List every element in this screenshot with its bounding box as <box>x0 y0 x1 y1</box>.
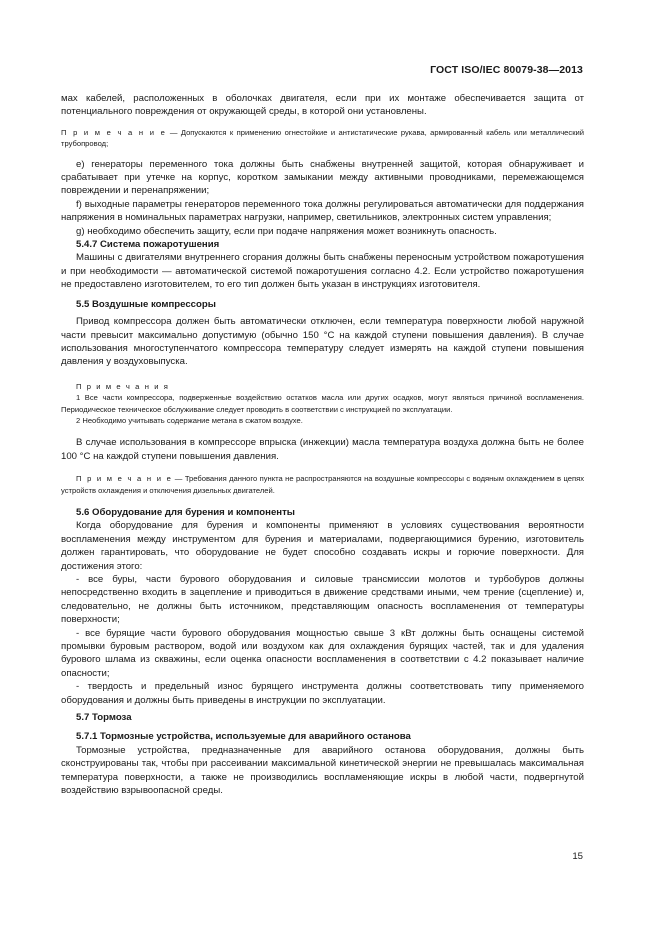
page-body <box>61 92 584 798</box>
bullet-flushing-system: - все бурящие части бурового оборудования мощностью свыше 3 кВт должны быть оснащены системой промывки буровым раствором, водой или воздухом как для охлаждения бурящих частей, так и для удаления бурового шлама из скважины, если оценка опасности воспламенения в соответствии с 4.2 показывает наличие опасности; <box>61 627 584 679</box>
section-heading-5-4-7: 5.4.7 Система пожаротушения <box>76 239 220 251</box>
note-text: — Допускаются к применению огнестойкие и антистатические рукава, армированный кабель или металлический трубопровод; <box>61 127 585 149</box>
bullet-drills-friction: - все буры, части бурового оборудования и силовые трансмиссии молотов и турбобуров должны непосредственно входить в зацепление и приводиться в движение средствами иными, чем трение (сцепление) и, следовательно, не должны быть источником, представляющим опасность воспламенения от температуры поверхности; <box>61 574 584 626</box>
notes-label <box>61 381 584 392</box>
note-water-cooled <box>61 473 584 496</box>
paragraph-drilling-equipment: Когда оборудование для бурения и компоненты применяют в условиях существования вероятности воспламенения между инструментом для бурения и материалами, подвергающимися бурению, изготовитель должен гарантировать, что оборудование не будет способно создавать искры и горючие поверхности. Для достижения этого: <box>61 520 584 572</box>
list-item-e: e) генераторы переменного тока должны быть снабжены внутренней защитой, которая обнаруживает и срабатывает при утечке на корпус, коротком замыкании между активными проводниками, перемежающемся повреждении и перенапряжении; <box>61 158 584 197</box>
paragraph-emergency-brakes: Тормозные устройства, предназначенные для аварийного останова оборудования, должны быть сконструированы так, чтобы при рассеивании максимальной кинетической энергии не превышалась максимальная температура поверхности, а также не производились воспламеняющие искры в любой части, подвергнутой воздействию взрывоопасной среды. <box>61 744 584 797</box>
note-text: — Требования данного пункта не распространяются на воздушные компрессоры с водяным охлаждением в цепях устройств охлаждения и отключения дизельных двигателей. <box>61 474 584 495</box>
note-label: П р и м е ч а н и е <box>76 474 173 484</box>
paragraph-oil-injection: В случае использования в компрессоре впрыска (инжекции) масла температура воздуха должна быть не более 100 °С на каждой ступени повышения давления. <box>61 437 584 462</box>
note-label: П р и м е ч а н и е <box>61 127 167 137</box>
note-1-compressor-residue: 1 Все части компрессора, подверженные воздействию остатков масла или других осадков, могут являться причиной воспламенения. Периодическое техническое обслуживание следует проводить в соответствии с инструкцией по эксплуатации. <box>61 393 584 414</box>
page-header-standard-title: ГОСТ ISO/IEC 80079-38—2013 <box>430 64 583 76</box>
section-heading-5-7-1: 5.7.1 Тормозные устройства, используемые для аварийного останова <box>76 731 411 743</box>
paragraph-fire-suppression: Машины с двигателями внутреннего сгорания должны быть снабжены переносным устройством пожаротушения и при необходимости — автоматической системой пожаротушения согласно 4.2. Если устройство пожаротушения не предоставлено изготовителем, то его тип должен быть указан в инструкциях изготовителя. <box>61 252 584 291</box>
list-item-g: g) необходимо обеспечить защиту, если при подаче напряжения может возникнуть опасность. <box>76 225 497 237</box>
section-heading-5-5: 5.5 Воздушные компрессоры <box>76 298 216 310</box>
paragraph-cable-protection: мах кабелей, расположенных в оболочках двигателя, если при их монтаже обеспечивается защита от потенциального повреждения от окружающей среды, в которой они установлены. <box>61 93 584 118</box>
note-hoses <box>61 127 584 150</box>
section-heading-5-6: 5.6 Оборудование для бурения и компоненты <box>76 506 295 518</box>
page-number: 15 <box>572 851 583 862</box>
bullet-tool-hardness: - твердость и предельный износ бурящего инструмента должны соответствовать типу применяемого оборудования и должны быть приведены в инструкции по эксплуатации. <box>61 681 584 706</box>
notes-heading: П р и м е ч а н и я <box>76 381 170 391</box>
section-heading-5-7: 5.7 Тормоза <box>76 712 132 724</box>
list-item-f: f) выходные параметры генераторов переменного тока должны регулироваться автоматически для поддержания напряжения в номинальных параметрах нагрузки, например, светильников, электронных систем управления; <box>61 198 584 224</box>
note-2-methane: 2 Необходимо учитывать содержание метана в сжатом воздухе. <box>76 415 303 425</box>
paragraph-compressor-drive: Привод компрессора должен быть автоматически отключен, если температура поверхности любой наружной части превысит максимально допустимую (обычно 150 °С на каждой ступени повышения давления). В случае использования многоступенчатого компрессора температуру следует измерять на каждой ступени повышения давления у воздуховыпуска. <box>61 316 584 368</box>
